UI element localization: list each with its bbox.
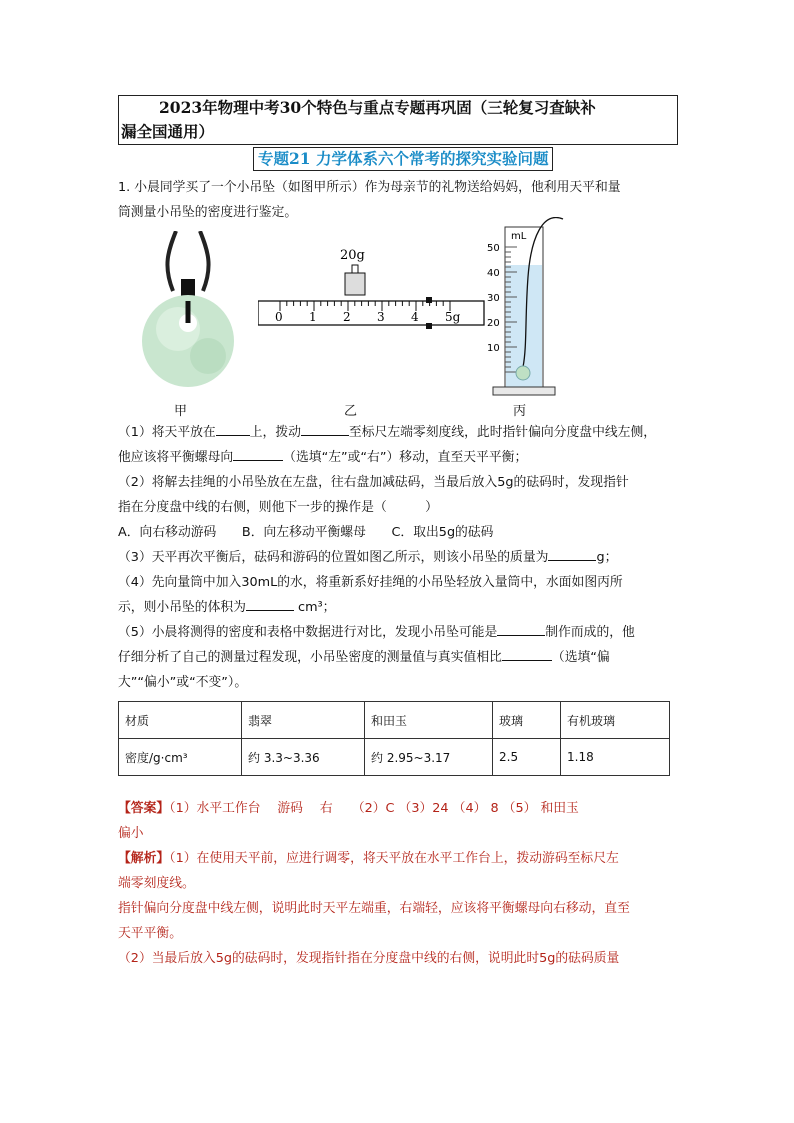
cylinder-tick: 40 (487, 268, 500, 279)
part2-line2: 指在分度盘中线的右侧，则他下一步的操作是（ ） (118, 500, 438, 515)
cylinder-unit: mL (511, 231, 527, 242)
part1-line1: （1）将天平放在 上，拨动 至标尺左端零刻度线，此时指针偏向分度盘中线左侧， (118, 425, 657, 440)
question-intro-1: 1. 小晨同学买了一个小吊坠（如图甲所示）作为母亲节的礼物送给妈妈，他利用天平和量 (118, 180, 621, 195)
cylinder-tick: 30 (487, 293, 500, 304)
figure-label-yi: 乙 (344, 404, 358, 419)
ruler-tick-label: 4 (411, 310, 419, 324)
analysis-line5: （2）当最后放入5g的砝码时，发现指针指在分度盘中线的右侧，说明此时5g的砝码质量 (118, 951, 620, 966)
ruler-tick-label: 5g (445, 310, 461, 324)
ruler-tick-label: 3 (377, 310, 385, 324)
cylinder-tick: 10 (487, 343, 500, 354)
ruler-tick-label: 2 (343, 310, 351, 324)
analysis-line4: 天平平衡。 (118, 926, 182, 941)
part5-line2: 仔细分析了自己的测量过程发现，小吊坠密度的测量值与真实值相比 （选填“偏 (118, 650, 610, 665)
figure-label-jia: 甲 (174, 404, 188, 419)
ruler-tick-label: 1 (309, 310, 317, 324)
analysis-line3: 指针偏向分度盘中线左侧，说明此时天平左端重，右端轻，应该将平衡螺母向右移动，直至 (118, 901, 630, 916)
cylinder-tick: 50 (487, 243, 500, 254)
part2-options: A．向右移动游码 B．向左移动平衡螺母 C．取出5g的砝码 (118, 525, 494, 540)
document-page (118, 95, 678, 971)
part5-line3: 大”“偏小”或“不变”）。 (118, 675, 248, 690)
measuring-cylinder-figure (483, 217, 573, 402)
analysis-line1: 【解析】（1）在使用天平前，应进行调零，将天平放在水平工作台上，拨动游码至标尺左 (118, 851, 619, 866)
part4-line2: 示，则小吊坠的体积为 cm³； (118, 600, 336, 615)
topic-subtitle: 专题21 力学体系六个常考的探究实验问题 (253, 147, 553, 171)
part2-line1: （2）将解去挂绳的小吊坠放在左盘，往右盘加减砝码，当最后放入5g的砝码时，发现指针 (118, 475, 629, 490)
balance-ruler-figure (258, 245, 488, 395)
question-intro-2: 筒测量小吊坠的密度进行鉴定。 (118, 205, 298, 220)
table-row: 密度/g·cm³ 约 3.3~3.36 约 2.95~3.17 2.5 1.18 (119, 739, 670, 776)
answer-line2: 偏小 (118, 826, 144, 841)
cylinder-tick: 20 (487, 318, 500, 329)
table-row: 材质 翡翠 和田玉 玻璃 有机玻璃 (119, 702, 670, 739)
title-line-2: 漏全国通用） (121, 122, 215, 141)
ruler-tick-label: 0 (275, 310, 283, 324)
density-table (118, 701, 670, 776)
title-line-1: 2023年物理中考30个特色与重点专题再巩固（三轮复习查缺补 (159, 98, 596, 117)
answer-section (118, 796, 678, 971)
answer-line1: 【答案】（1）水平工作台 游码 右 （2）C （3）24 （4） 8 （5） 和田玉 (118, 801, 579, 816)
figure-label-bing: 丙 (513, 404, 527, 419)
analysis-line2: 端零刻度线。 (118, 876, 195, 891)
part5-line1: （5）小晨将测得的密度和表格中数据进行对比，发现小吊坠可能是 制作而成的，他 (118, 625, 635, 640)
pendant-figure (128, 231, 248, 391)
figures (118, 225, 678, 420)
weight-label: 20g (340, 248, 365, 263)
part3-line: （3）天平再次平衡后，砝码和游码的位置如图乙所示，则该小吊坠的质量为 g； (118, 550, 618, 565)
part4-line1: （4）先向量筒中加入30mL的水，将重新系好挂绳的小吊坠轻放入量筒中，水面如图丙所 (118, 575, 623, 590)
document-title (118, 95, 678, 145)
part1-line2: 他应该将平衡螺母向 （选填“左”或“右”）移动，直至天平平衡； (118, 450, 528, 465)
